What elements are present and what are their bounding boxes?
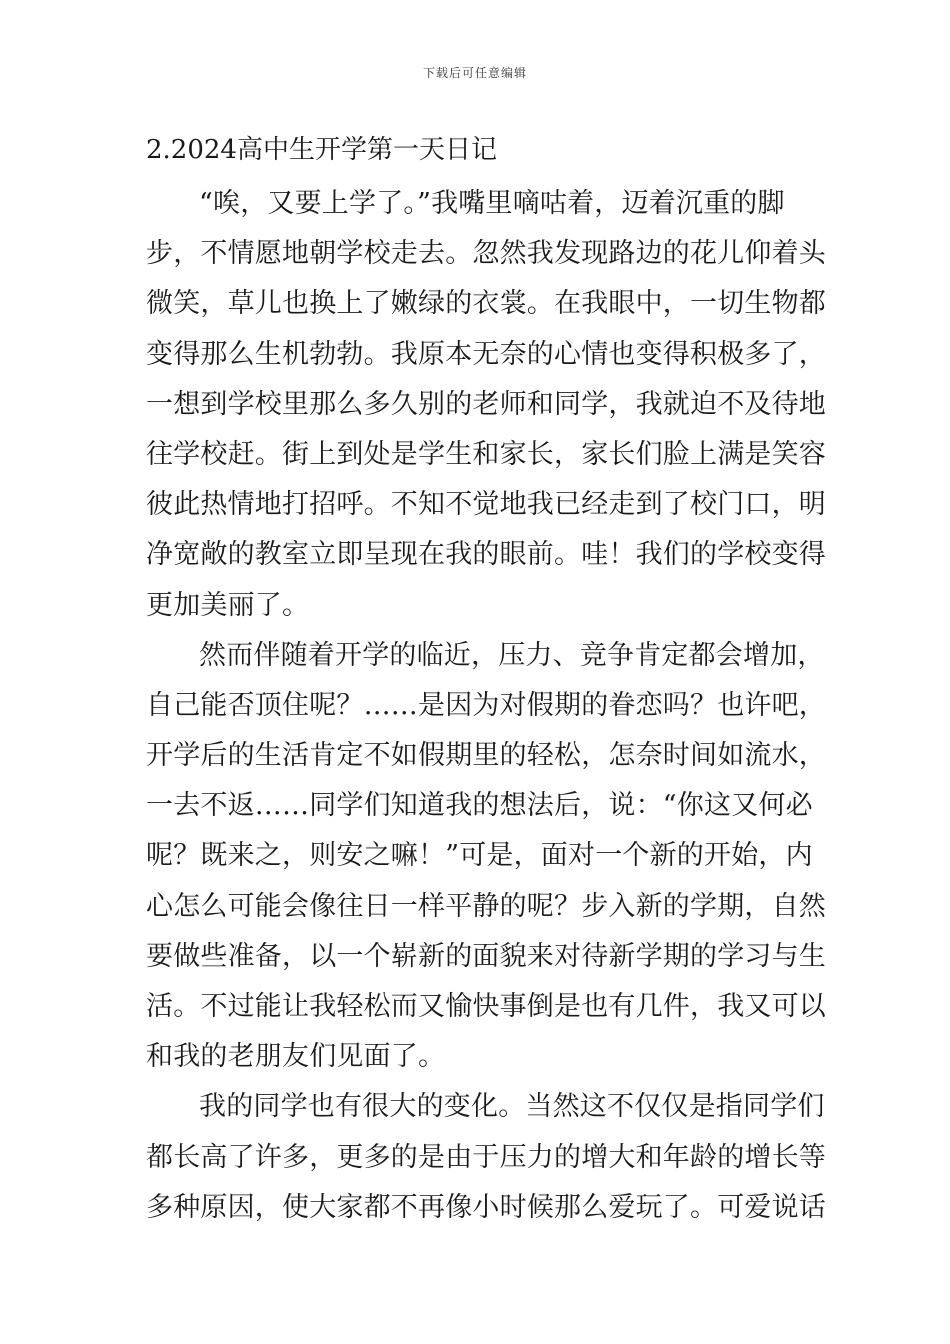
document-title: 2.2024高中生开学第一天日记 bbox=[146, 135, 497, 165]
paragraph-line: 一想到学校里那么多久别的老师和同学，我就迫不及待地 bbox=[146, 388, 826, 420]
paragraph-line: 变得那么生机勃勃。我原本无奈的心情也变得积极多了， bbox=[146, 338, 826, 370]
paragraph-line: 步，不情愿地朝学校走去。忽然我发现路边的花儿仰着头 bbox=[146, 238, 826, 270]
page-header: 下载后可任意编辑 bbox=[422, 66, 527, 80]
paragraph-1 bbox=[146, 179, 826, 631]
paragraph-line: 活。不过能让我轻松而又愉快事倒是也有几件，我又可以 bbox=[146, 991, 826, 1022]
paragraph-line: 更加美丽了。 bbox=[146, 589, 310, 621]
paragraph-line: 微笑，草儿也换上了嫩绿的衣裳。在我眼中，一切生物都 bbox=[146, 288, 826, 320]
document-body bbox=[146, 129, 826, 1233]
paragraph-line: 一去不返……同学们知道我的想法后，说：“你这又何必 bbox=[146, 790, 813, 822]
paragraph-line: 和我的老朋友们见面了。 bbox=[146, 1041, 446, 1073]
paragraph-line: 呢？既来之，则安之嘛！”可是，面对一个新的开始，内 bbox=[146, 840, 813, 872]
paragraph-line: 自己能否顶住呢？……是因为对假期的眷恋吗？也许吧， bbox=[146, 689, 826, 721]
paragraph-line: 我的同学也有很大的变化。当然这不仅仅是指同学们 bbox=[199, 1091, 825, 1123]
paragraph-line: 彼此热情地打招呼。不知不觉地我已经走到了校门口，明 bbox=[146, 489, 826, 521]
paragraph-line: 心怎么可能会像往日一样平静的呢？步入新的学期，自然 bbox=[146, 890, 826, 922]
paragraph-line: “唉，又要上学了。”我嘴里嘀咕着，迈着沉重的脚 bbox=[199, 188, 785, 219]
paragraph-line: 然而伴随着开学的临近，压力、竞争肯定都会增加， bbox=[199, 639, 825, 671]
paragraph-line: 净宽敞的教室立即呈现在我的眼前。哇！我们的学校变得 bbox=[146, 539, 826, 571]
paragraph-3 bbox=[146, 1082, 826, 1233]
paragraph-line: 开学后的生活肯定不如假期里的轻松，怎奈时间如流水， bbox=[146, 740, 826, 772]
paragraph-line: 要做些准备，以一个崭新的面貌来对待新学期的学习与生 bbox=[146, 940, 826, 972]
paragraph-line: 多种原因，使大家都不再像小时候那么爱玩了。可爱说话 bbox=[146, 1191, 826, 1223]
paragraph-2 bbox=[146, 631, 826, 1083]
paragraph-line: 都长高了许多，更多的是由于压力的增大和年龄的增长等 bbox=[146, 1141, 826, 1173]
paragraph-line: 往学校赶。街上到处是学生和家长，家长们脸上满是笑容 bbox=[146, 438, 826, 470]
